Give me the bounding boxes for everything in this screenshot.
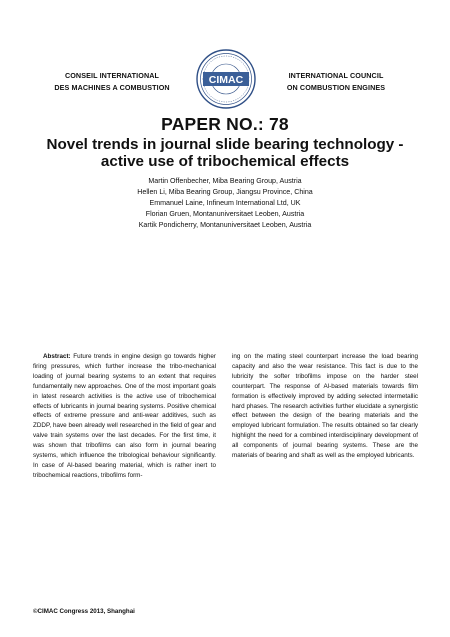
paper-title-line-2: active use of tribochemical effects — [100, 153, 350, 170]
author-line: Kartik Pondicherry, Montanuniversitaet Leoben, Austria — [138, 221, 312, 230]
author-line: Emmanuel Laine, Infineum International Ltd, UK — [149, 199, 301, 208]
paper-title-line-1: Novel trends in journal slide bearing technology - — [46, 136, 404, 153]
paper-number: PAPER NO.: 78 — [161, 114, 289, 134]
paper-title — [20, 136, 430, 170]
abstract-label: Abstract: — [43, 353, 71, 360]
cimac-logo — [195, 48, 257, 110]
abstract-column-right — [232, 352, 418, 461]
author-list — [0, 176, 450, 231]
author-line: Florian Gruen, Montanuniversitaet Leoben, Austria — [145, 210, 305, 219]
left-org-line-2: DES MACHINES A COMBUSTION — [54, 83, 170, 92]
abstract-column-left — [33, 352, 216, 481]
left-organization-name — [48, 70, 176, 94]
abstract-text-right: ing on the mating steel counterpart increase the load bearing capacity and also the wear resistance. This fact is due to the lubricity the softer tribofilms impose on the harder steel counterpart. The response of Al-based materials towards film formation is effectively improved by adding selected intermetallic hard phases. The research activities further elucidate a synergistic effect between the design of the bearing materials and the employed lubricant formulation. The results obtained so far clearly highlight the need for a combined interdisciplinary development of all components of journal bearing systems. These are the materials of bearing and shaft as well as the employed lubricants. — [232, 353, 418, 460]
right-org-line-2: ON COMBUSTION ENGINES — [286, 83, 386, 92]
abstract-text-left: Future trends in engine design go towards higher firing pressures, which further increase the tribo-mechanical loading of journal bearing systems to an extent that requires fundamentally new approaches. One of the most important goals in latest research activities is the active use of tribochemical effects of lubricants in journal bearing systems. Positive chemical effects of extreme pressure and anti-wear additives, such as ZDDP, have been already well researched in the field of gear and valve train systems over the last decades. For the first time, it was shown that tribofilms can also form in journal bearing systems, which influence the tribological behaviour significantly. In case of Al-based bearing material, which is rather inert to tribochemical reactions, tribofilms form- — [33, 353, 216, 479]
logo-text: CIMAC — [208, 74, 244, 86]
author-line: Martin Offenbecher, Miba Bearing Group, Austria — [148, 177, 302, 185]
left-org-line-1: CONSEIL INTERNATIONAL — [64, 71, 160, 80]
author-line: Hellen Li, Miba Bearing Group, Jiangsu Province, China — [137, 188, 313, 197]
right-org-line-1: INTERNATIONAL COUNCIL — [288, 71, 384, 80]
copyright-footer: ©CIMAC Congress 2013, Shanghai — [33, 608, 135, 615]
right-organization-name — [272, 70, 400, 94]
